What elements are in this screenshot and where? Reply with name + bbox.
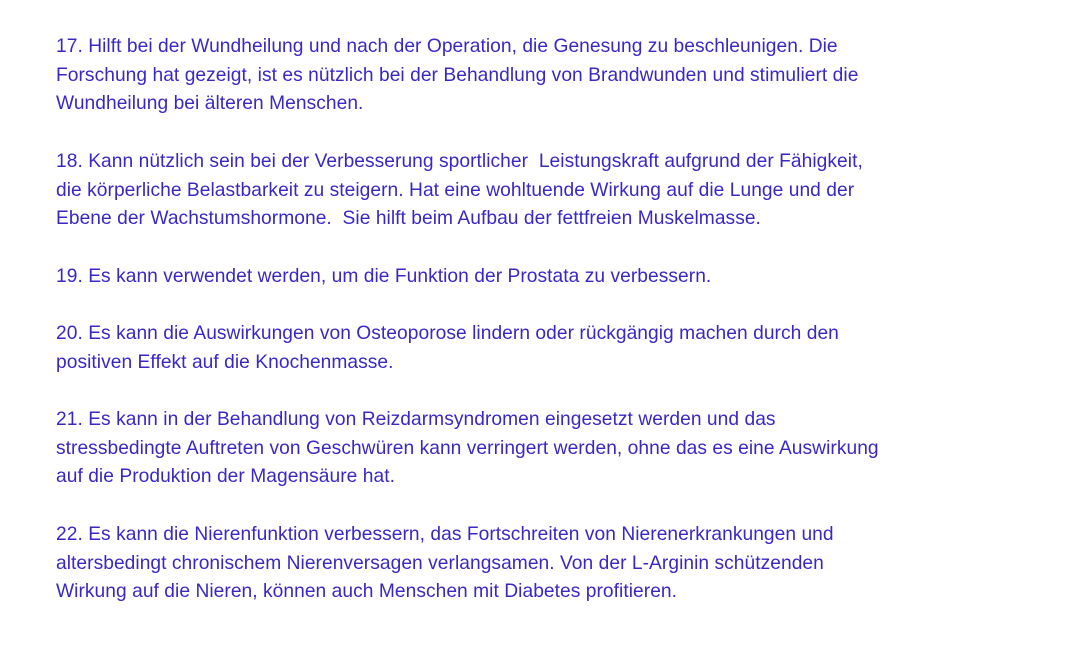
text-line: die körperliche Belastbarkeit zu steigern. Hat eine wohltuende Wirkung auf die Lunge und der bbox=[56, 179, 855, 201]
list-item-22 bbox=[56, 521, 1016, 607]
text-line: 22. Es kann die Nierenfunktion verbessern, das Fortschreiten von Nierenerkrankungen und bbox=[56, 523, 834, 545]
text-line: Forschung hat gezeigt, ist es nützlich bei der Behandlung von Brandwunden und stimuliert die bbox=[56, 64, 859, 86]
text-line: 20. Es kann die Auswirkungen von Osteoporose lindern oder rückgängig machen durch den bbox=[56, 322, 839, 344]
text-line: auf die Produktion der Magensäure hat. bbox=[56, 466, 395, 488]
list-item-17 bbox=[56, 33, 1016, 119]
list-item-19 bbox=[56, 263, 1016, 292]
text-line: 18. Kann nützlich sein bei der Verbesserung sportlicher Leistungskraft aufgrund der Fähigkeit, bbox=[56, 150, 863, 172]
text-line: Wundheilung bei älteren Menschen. bbox=[56, 93, 364, 115]
text-line: Ebene der Wachstumshormone. Sie hilft beim Aufbau der fettfreien Muskelmasse. bbox=[56, 208, 761, 230]
text-line: altersbedingt chronischem Nierenversagen verlangsamen. Von der L-Arginin schützenden bbox=[56, 552, 824, 574]
text-line: 21. Es kann in der Behandlung von Reizdarmsyndromen eingesetzt werden und das bbox=[56, 409, 776, 431]
text-line: 17. Hilft bei der Wundheilung und nach der Operation, die Genesung zu beschleunigen. Die bbox=[56, 36, 838, 57]
text-line: stressbedingte Auftreten von Geschwüren kann verringert werden, ohne das es eine Auswirkung bbox=[56, 437, 879, 459]
list-item-21 bbox=[56, 406, 1016, 492]
list-item-20 bbox=[56, 320, 1016, 377]
document-body bbox=[56, 33, 1016, 636]
text-line: Wirkung auf die Nieren, können auch Menschen mit Diabetes profitieren. bbox=[56, 581, 678, 603]
list-item-18 bbox=[56, 148, 1016, 234]
text-line: 19. Es kann verwendet werden, um die Funktion der Prostata zu verbessern. bbox=[56, 265, 712, 287]
text-line: positiven Effekt auf die Knochenmasse. bbox=[56, 351, 394, 373]
